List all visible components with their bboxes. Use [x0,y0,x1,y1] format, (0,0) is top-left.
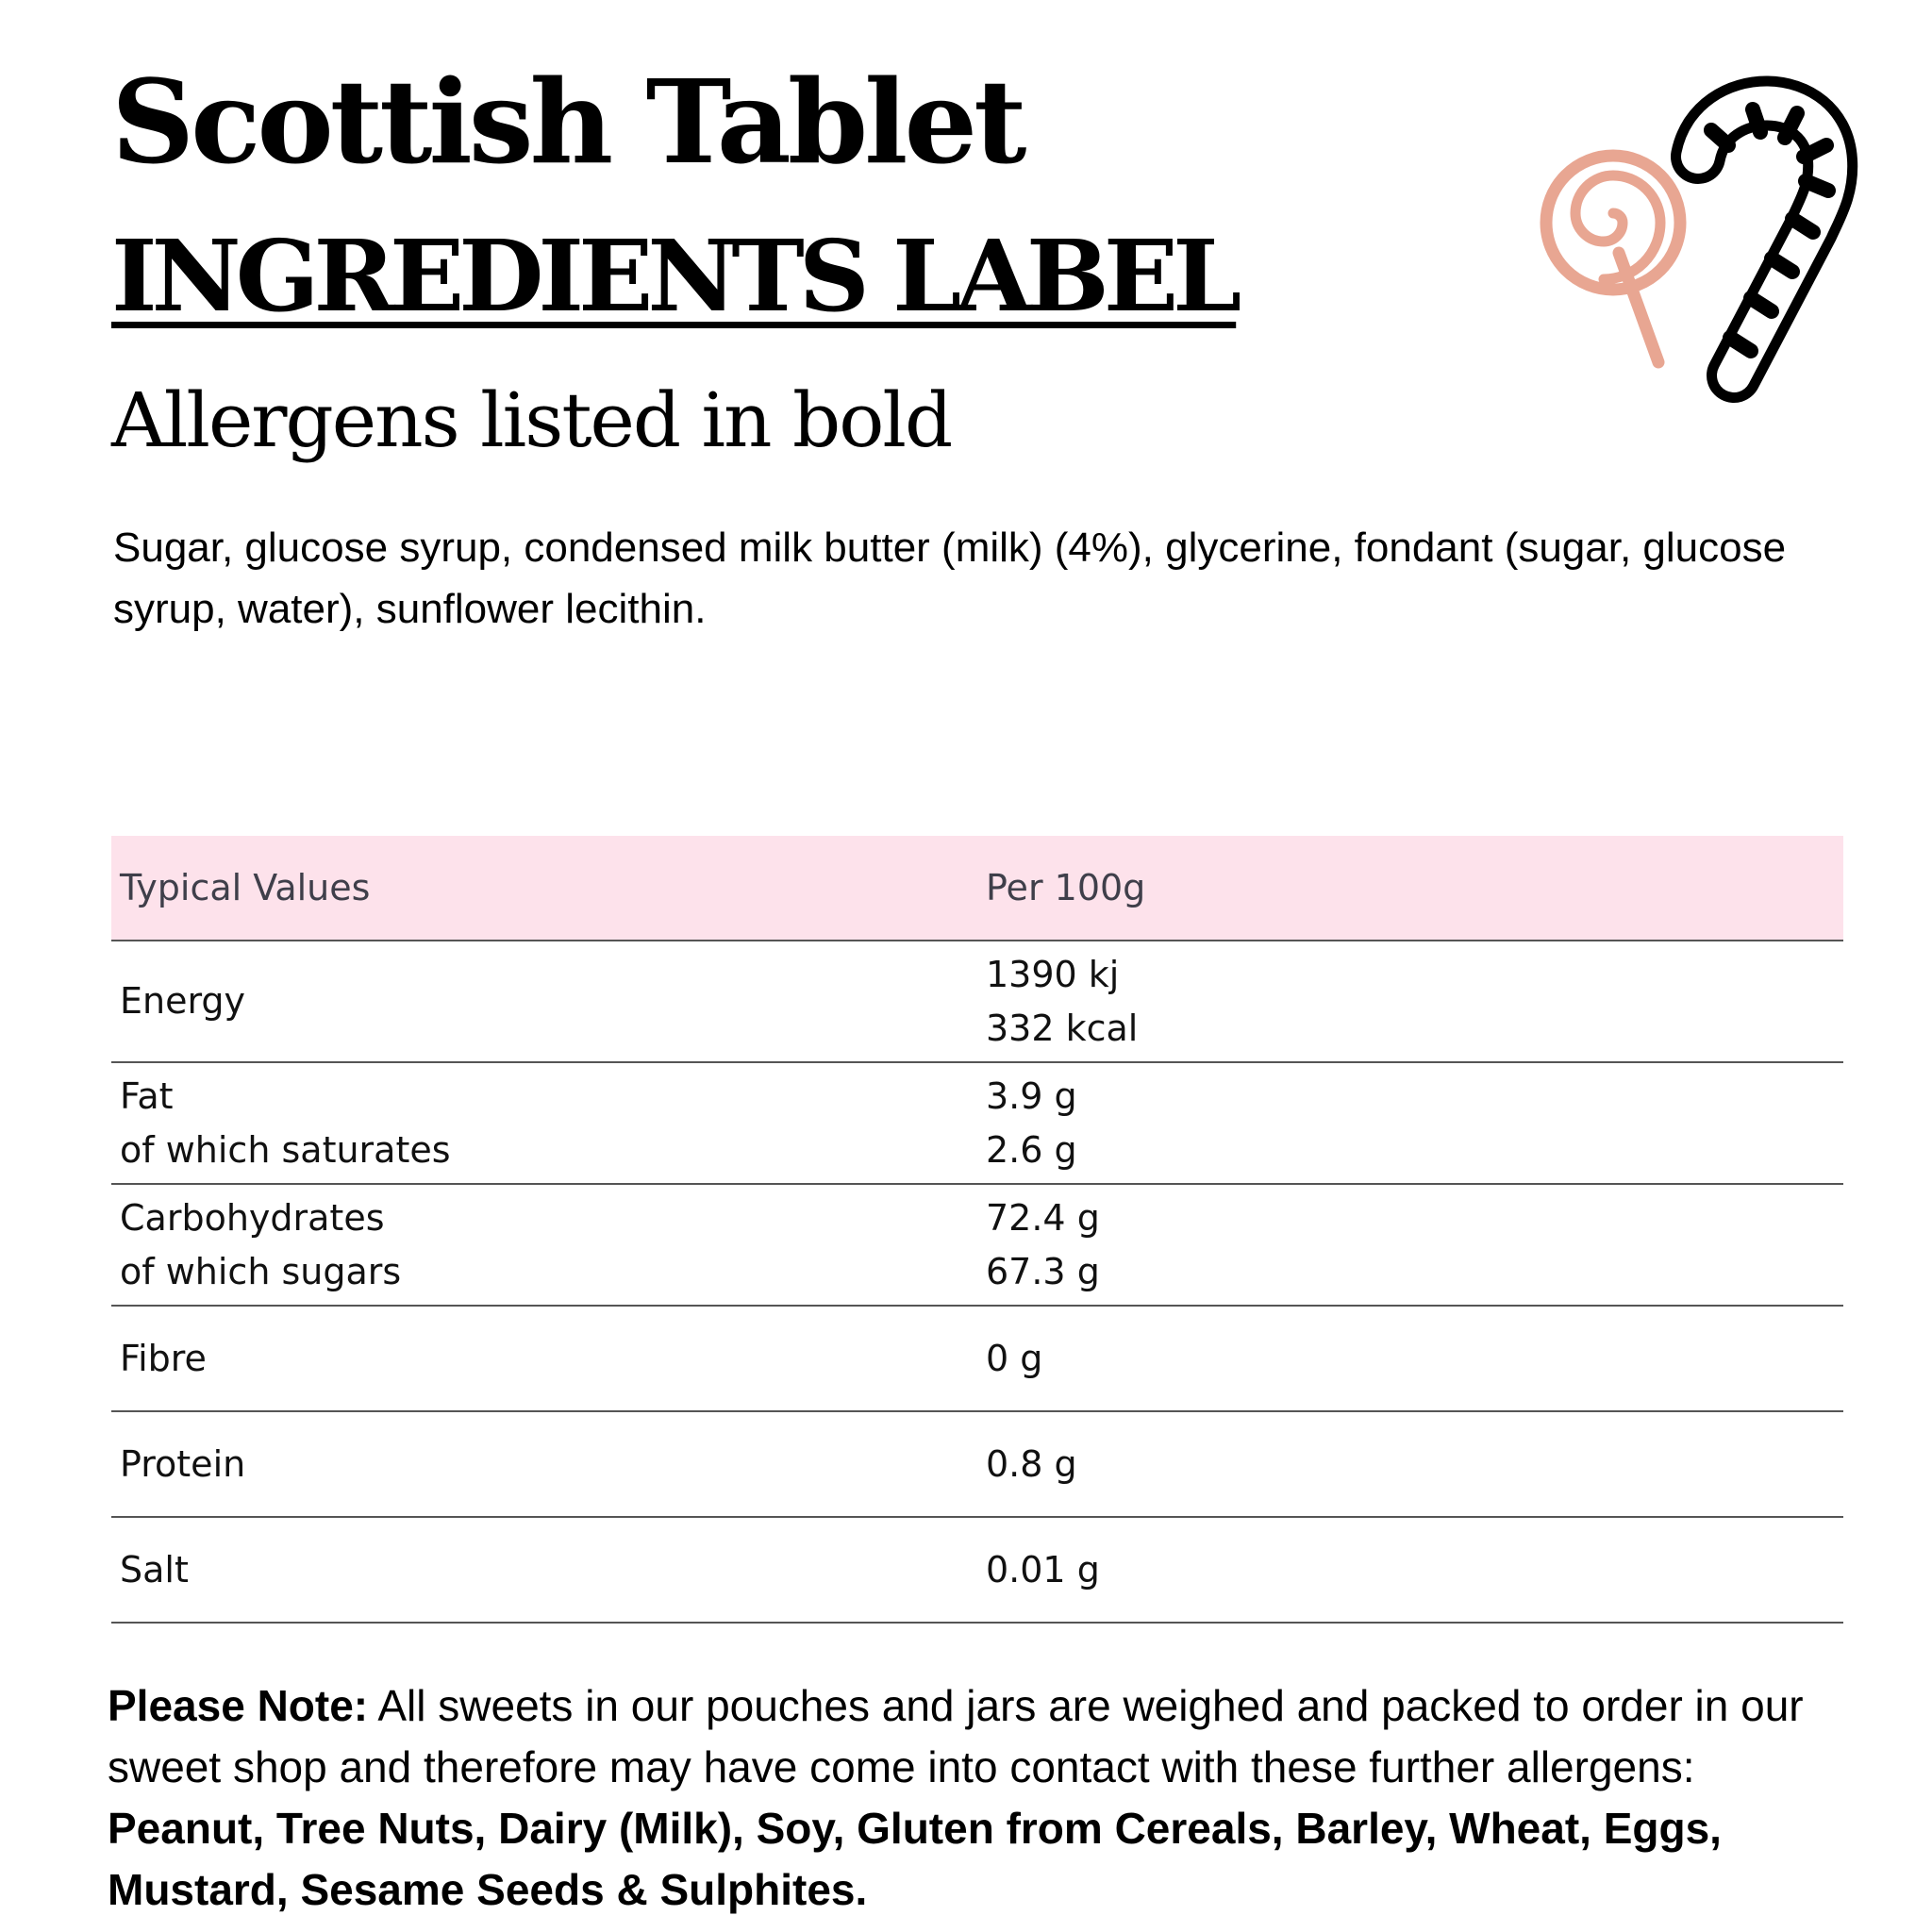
nutrient-label: of which sugars [120,1250,402,1292]
nutrient-amount: 2.6 g [986,1128,1077,1171]
nutrient-label: Fibre [120,1337,207,1379]
nutrient-amount: 0 g [986,1337,1043,1379]
lollipop-icon [1546,156,1680,362]
nutrient-amount: 332 kcal [986,1007,1139,1049]
nutrient-amount: 67.3 g [986,1250,1100,1292]
allergen-note: Allergens listed in bold [111,376,952,464]
note-text: All sweets in our pouches and jars are weighed and packed to order in our sweet shop and therefore may have come into contact with these further allergens: [108,1681,1804,1791]
candy-cane-icon [1698,103,1830,375]
nutrient-name [111,1411,977,1517]
nutrient-amount: 72.4 g [986,1196,1100,1239]
nutrient-amount: 1390 kj [986,953,1120,995]
nutrient-value [977,941,1843,1062]
nutrient-label: Fat [120,1074,174,1117]
table-row [111,1411,1843,1517]
allergen-list: Peanut, Tree Nuts, Dairy (Milk), Soy, Gluten from Cereals, Barley, Wheat, Eggs, Mustard, Sesame Seeds & Sulphites. [108,1804,1722,1914]
nutrient-label: of which saturates [120,1128,451,1171]
nutrition-header-row [111,836,1843,941]
table-row [111,1517,1843,1623]
nutrient-name [111,1306,977,1411]
nutrient-name [111,941,977,1062]
nutrition-table [111,836,1843,1624]
nutrient-value [977,1184,1843,1306]
nutrient-label: Energy [120,980,246,1022]
table-row [111,941,1843,1062]
product-title: Scottish Tablet [111,54,1024,190]
nutrient-name [111,1184,977,1306]
column-header-per-100g: Per 100g [977,836,1843,941]
label-heading: INGREDIENTS LABEL [111,218,1237,334]
table-row [111,1062,1843,1184]
note-label: Please Note: [108,1681,369,1730]
column-header-typical-values: Typical Values [111,836,977,941]
nutrient-label: Carbohydrates [120,1196,385,1239]
nutrient-name [111,1517,977,1623]
table-row [111,1184,1843,1306]
nutrient-value [977,1306,1843,1411]
cross-contamination-note [108,1675,1843,1921]
nutrient-amount: 0.8 g [986,1442,1077,1485]
nutrient-value [977,1062,1843,1184]
nutrient-label: Salt [120,1548,189,1591]
nutrient-amount: 0.01 g [986,1548,1100,1591]
ingredients-list: Sugar, glucose syrup, condensed milk butter (milk) (4%), glycerine, fondant (sugar, glucose syrup, water), sunflower lecithin. [113,525,1787,632]
nutrient-label: Protein [120,1442,246,1485]
nutrient-value [977,1411,1843,1517]
nutrient-amount: 3.9 g [986,1074,1077,1117]
table-row [111,1306,1843,1411]
nutrient-name [111,1062,977,1184]
sweets-illustration [1538,66,1877,406]
nutrient-value [977,1517,1843,1623]
